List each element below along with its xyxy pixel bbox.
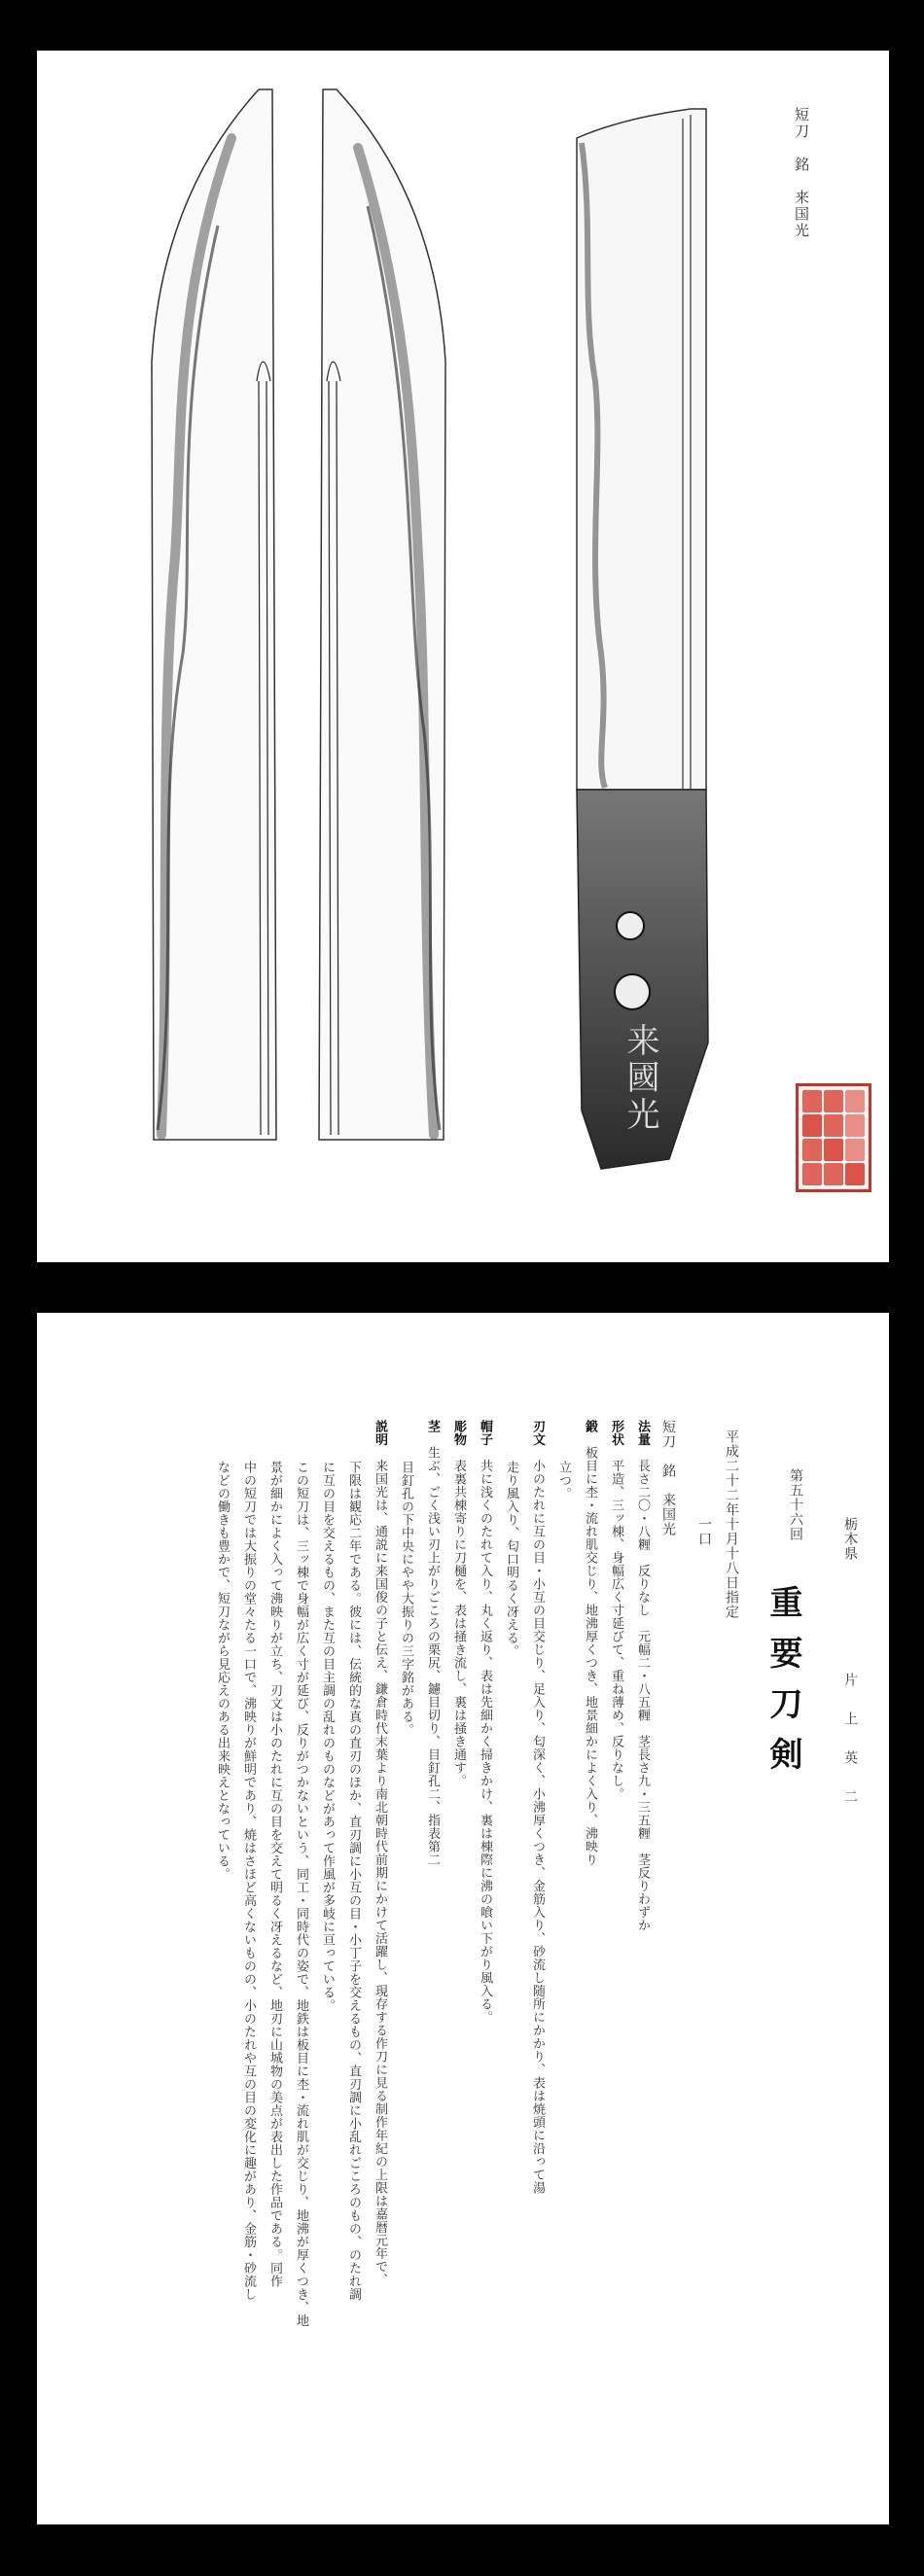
description-line [339,1461,367,2301]
red-seal-stamp [796,1083,871,1192]
description-line [234,1461,262,2301]
description-line [444,1420,472,1787]
description-line [523,1420,551,2195]
description-page [37,1313,889,2524]
description-line [550,1461,577,1500]
description-line [392,1461,419,1737]
blade-left-closeup [152,89,276,1140]
session-number: 第五十六回 [788,1468,803,1541]
description-label: 茎 [425,1420,440,1433]
description-text: この短刀は、三ッ棟で身幅が広く寸が延び、反りがつかないという、同工・同時代の姿で、地鉄は板目に杢・流れ肌が交じり、地沸が厚くつき、地 [294,1461,308,2327]
description-text: 平造、三ッ棟、身幅広く寸延びて、重ね薄め、反りなし。 [609,1459,623,1801]
description-line [418,1420,445,1866]
document-title: 重要刀剣 [764,1585,802,1787]
oshigata-caption: 短刀 銘 来国光 [793,107,810,239]
description-text: 下限は観応二年である。彼には、伝統的な真の直刃のほか、直刃調に小互の目・小丁子を交えるもの、直刃調に小乱れごころのもの、のたれ調 [346,1461,361,2301]
item-count: 一口 [696,1517,712,1546]
description-text: 景が細かによく入って沸映りが立ち、刃文は小のたれに互の目を交えて明るく冴えるなど、地刃に山城物の美点が表出した作品である。同作 [267,1461,282,2288]
tanto-full-view [577,109,708,1169]
blade-middle-closeup [319,89,445,1140]
description-text: 共に浅くのたれて入り、丸く返り、表は先細かく掃きかけ、裏は棟際に沸の喰い下がり風入る。 [478,1459,492,2024]
description-line [497,1461,524,1658]
description-line [261,1461,288,2288]
description-line [287,1461,314,2327]
description-line [313,1461,340,2012]
description-line [628,1420,656,1932]
description-text: などの働きも豊かで、短刀ながら見応えのある出来映えとなっている。 [215,1461,230,1881]
description-text: 長さ二〇・八糎 反りなし 元幅二・八五糎 茎長さ九・三五糎 茎反りわずか [635,1459,650,1932]
description-label: 鍛 [583,1420,597,1433]
prefecture: 栃木県 [842,1517,858,1561]
description-label: 説明 [373,1420,387,1446]
description-line [602,1420,629,1801]
description-text: に互の目を交えるもの、また互の目主調の乱れのものなどがあって作風が多岐に亘っている。 [320,1461,335,2012]
description-line [366,1420,393,2286]
description-line [208,1461,235,1881]
description-line [471,1420,498,2024]
designation-date: 平成二十二年十月十八日指定 [724,1429,739,1619]
description-text: 中の短刀では大振りの堂々たる一口で、沸映りが鮮明であり、焼はさほど高くないものの、小のたれや互の目の変化に趣があり、金筋・砂流し [241,1461,256,2301]
description-label: 刃文 [530,1420,545,1446]
description-label: 法量 [635,1420,650,1446]
oshigata-page [37,51,889,1262]
description-text: 表裏共棟寄りに刀樋を、表は掻き流し、裏は掻き通す。 [451,1459,466,1787]
description-label: 形状 [609,1420,623,1446]
description-text: 来国光は、通説に来国俊の子と伝え、鎌倉時代末葉より南北朝時代前期にかけて活躍し、現存する作刀に見る制作年紀の上限は嘉暦元年で、 [373,1459,387,2286]
item-name: 短刀 銘 来国光 [660,1420,676,1536]
description-text: 目釘孔の下中央にやや大振りの三字銘がある。 [399,1461,413,1737]
description-label: 彫物 [451,1420,466,1446]
oshigata-drawing [37,51,889,1262]
description-text: 生ぶ、ごく浅い刃上がりごころの栗尻、鑢目切り、目釘孔二、指表第二 [425,1446,440,1866]
description-text: 板目に杢・流れ肌交じり、地沸厚くつき、地景細かによく入り、沸映り [583,1446,597,1866]
description-text: 小のたれに互の目・小互の目交じり、足入り、匂深く、小沸厚くつき、金筋入り、砂流し随所にかかり、表は焼頭に沿って湯 [530,1459,545,2195]
description-text: 走り風入り、匂口明るく冴える。 [504,1461,518,1658]
description-label: 帽子 [478,1420,492,1446]
description-text: 立つ。 [556,1461,571,1500]
owner-name: 片 上 英 二 [842,1673,858,1809]
description-line [576,1420,603,1866]
tang-signature: 来國光 [621,1023,659,1134]
